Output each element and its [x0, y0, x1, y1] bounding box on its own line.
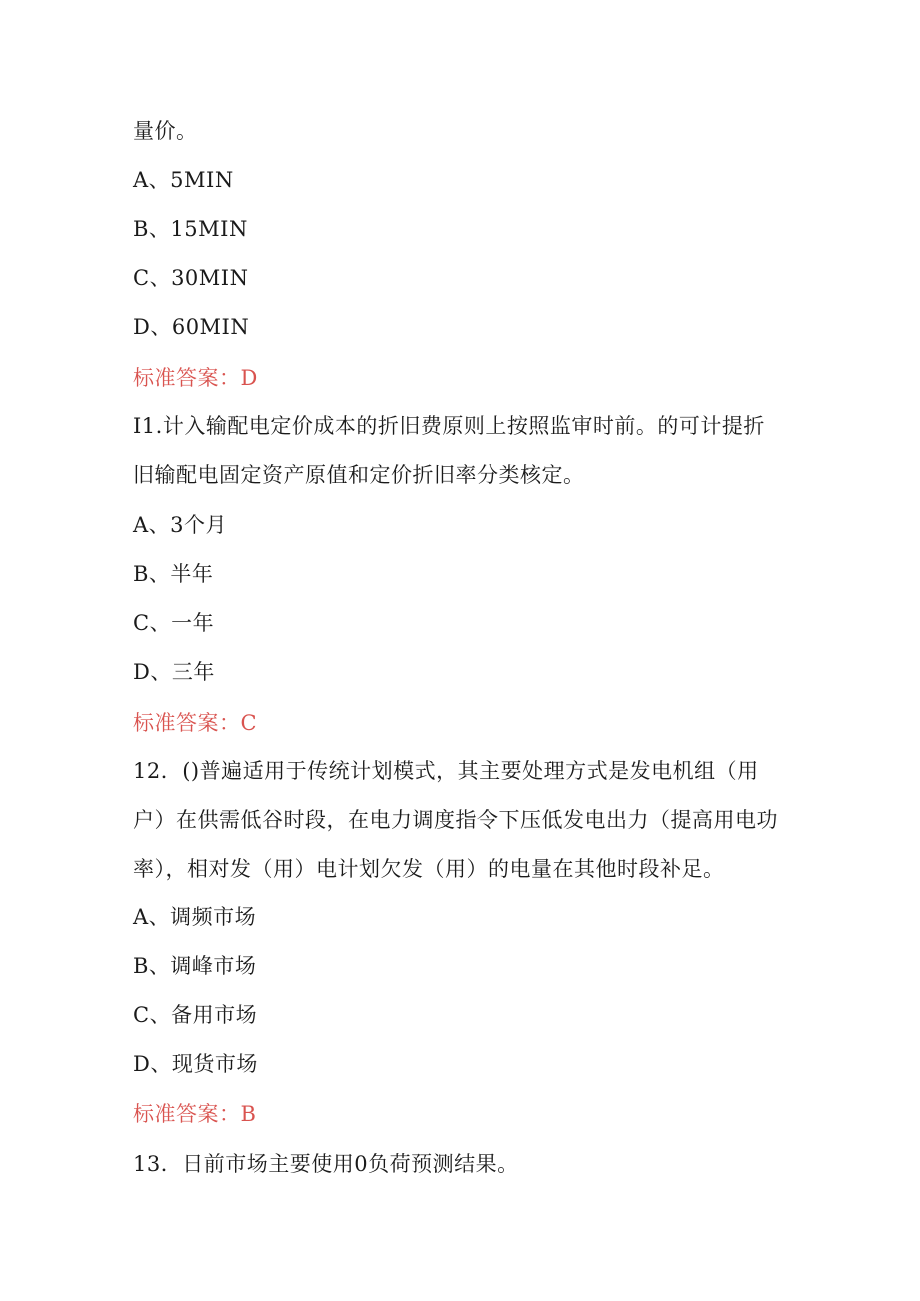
q11-option-c: C、一年: [133, 611, 215, 635]
question-12-line-2: 户）在供需低谷时段，在电力调度指令下压低发电出力（提高用电功: [133, 808, 778, 832]
q11-option-b: B、半年: [133, 562, 214, 586]
q11-standard-answer: 标准答案：C: [133, 711, 258, 735]
question-10-continuation: 量价。: [133, 119, 198, 143]
q11-option-d: D、三年: [133, 660, 215, 684]
q12-option-b: B、调峰市场: [133, 954, 257, 978]
q10-option-b: B、15MIN: [133, 217, 248, 241]
question-11-line-2: 旧输配电固定资产原值和定价折旧率分类核定。: [133, 463, 585, 487]
q10-option-d: D、60MIN: [133, 315, 250, 339]
q10-option-a: A、5MIN: [133, 168, 234, 192]
q10-standard-answer: 标准答案：D: [133, 366, 258, 390]
q12-standard-answer: 标准答案：B: [133, 1102, 257, 1126]
q10-option-c: C、30MIN: [133, 266, 249, 290]
q11-option-a: A、3个月: [133, 513, 228, 537]
q12-option-a: A、调频市场: [133, 905, 257, 929]
q12-option-c: C、备用市场: [133, 1003, 258, 1027]
q12-option-d: D、现货市场: [133, 1052, 258, 1076]
question-13-line-1: 13．日前市场主要使用0负荷预测结果。: [133, 1152, 519, 1176]
question-12-line-3: 率），相对发（用）电计划欠发（用）的电量在其他时段补足。: [133, 857, 725, 881]
question-12-line-1: 12．()普遍适用于传统计划模式，其主要处理方式是发电机组（用: [133, 759, 759, 783]
question-11-line-1: I1.计入输配电定价成本的折旧费原则上按照监审时前。的可计提折: [133, 414, 765, 438]
